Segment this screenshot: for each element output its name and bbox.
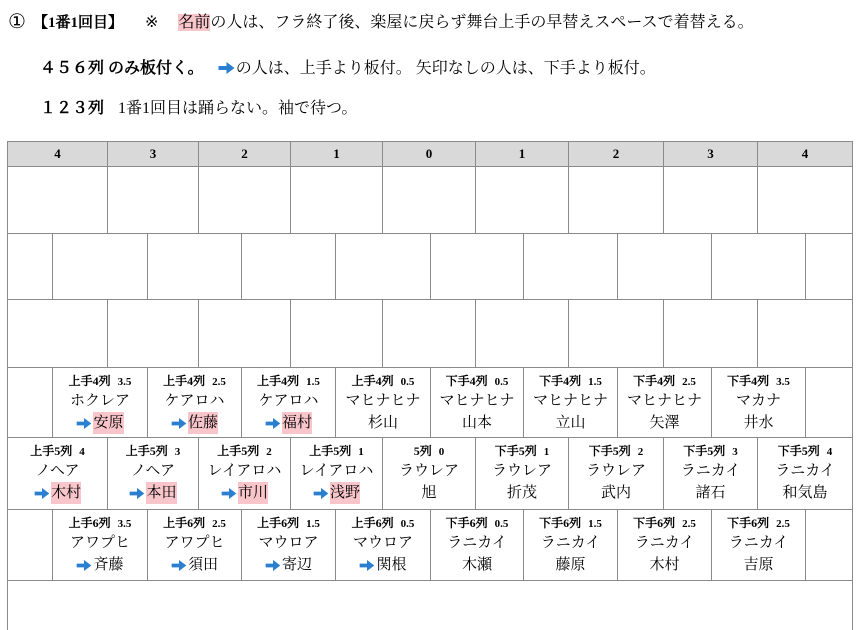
position-row [7, 509, 853, 581]
performer [265, 554, 312, 576]
performer-name: 浅野 [330, 482, 360, 504]
role-name: ノヘア [131, 463, 175, 479]
position-side-row: 下手6列 [445, 516, 488, 530]
performer-name: 折茂 [506, 485, 537, 501]
position-cell [198, 437, 291, 510]
position-cell [430, 367, 524, 438]
position-cell [711, 509, 806, 581]
empty-cell [7, 509, 53, 581]
instruction-text: 1番1回目は踊らない。袖で待つ。 [118, 100, 358, 117]
instruction-bold-text: ４５６列 のみ板付く。 [40, 60, 204, 77]
performer-name: 立山 [555, 415, 586, 431]
position-cell [52, 367, 148, 438]
empty-cell [617, 233, 712, 300]
performer [34, 482, 81, 504]
empty-cell [7, 233, 53, 300]
header-cell: 3 [107, 141, 199, 167]
role-name: ラニカイ [728, 535, 789, 551]
position-number: 2 [266, 446, 272, 458]
empty-cell [805, 367, 853, 438]
performer-name: 和気島 [782, 485, 828, 501]
empty-cell [805, 509, 853, 581]
role-name: ラニカイ [775, 463, 835, 479]
performer-name: 吉原 [743, 557, 774, 573]
empty-cell [757, 166, 853, 234]
empty-cell [335, 233, 431, 300]
position-table [7, 141, 853, 630]
position-side-row: 上手6列 [68, 516, 111, 530]
position-number: 2.5 [682, 518, 696, 530]
position-side-row: 下手4列 [727, 374, 770, 388]
arrow-icon-shape [171, 418, 187, 429]
performer [359, 554, 406, 576]
empty-cell [107, 166, 199, 234]
performer-name: 寄辺 [281, 557, 312, 573]
empty-cell [568, 299, 664, 368]
header-cell: 0 [382, 141, 476, 167]
position-number: 2.5 [682, 376, 696, 388]
position-side-row: 下手4列 [539, 374, 582, 388]
arrow-icon [76, 560, 92, 571]
position-cell [382, 437, 476, 510]
arrow-icon-shape [76, 560, 92, 571]
empty-cell [430, 233, 524, 300]
position-label [126, 443, 181, 460]
performer-name: 市川 [238, 482, 268, 504]
empty-cell [52, 233, 148, 300]
arrow-icon [171, 560, 187, 571]
position-number: 2 [637, 446, 644, 458]
arrow-icon-shape [265, 560, 281, 571]
arrow-icon [313, 488, 329, 499]
empty-cell [7, 367, 53, 438]
position-cell [617, 367, 712, 438]
header-cell: 2 [568, 141, 664, 167]
position-number: 0.5 [400, 376, 415, 388]
empty-cell [663, 166, 758, 234]
performer [221, 482, 268, 504]
empty-cell [290, 299, 383, 368]
position-cell [757, 437, 853, 510]
position-number: 1.5 [306, 518, 320, 530]
performer-name: 山本 [461, 415, 492, 431]
position-label [69, 373, 132, 390]
position-number: 3.5 [776, 376, 790, 388]
position-side-row: 上手6列 [351, 516, 394, 530]
empty-cell [198, 299, 291, 368]
position-label [217, 443, 272, 460]
position-row [7, 233, 853, 300]
position-row [7, 437, 853, 510]
position-label [257, 373, 320, 390]
position-cell [617, 509, 712, 581]
position-label [727, 373, 790, 390]
position-label [495, 443, 550, 460]
empty-cell [241, 233, 336, 300]
position-number: 1.5 [588, 376, 602, 388]
empty-cell [757, 299, 853, 368]
performer [555, 412, 585, 434]
performer-name: 木瀬 [461, 557, 492, 573]
performer-name: 木村 [649, 557, 680, 573]
arrow-icon [265, 418, 281, 429]
arrow-icon [171, 418, 187, 429]
position-label [589, 443, 644, 460]
role-name: ラニカイ [680, 463, 741, 479]
performer [265, 412, 312, 434]
position-label [352, 373, 415, 390]
performer-name: 杉山 [367, 415, 398, 431]
arrow-icon [359, 560, 375, 571]
performer [171, 412, 218, 434]
role-name: マヒナヒナ [626, 393, 702, 409]
position-row [7, 166, 853, 234]
header-cell: 4 [757, 141, 853, 167]
role-name: マカナ [735, 393, 781, 409]
role-name: ケアロハ [164, 393, 225, 409]
performer-name: 井水 [743, 415, 774, 431]
highlighted-word: 名前 [178, 14, 211, 31]
position-cell [7, 437, 108, 510]
position-cell [107, 437, 199, 510]
header-cell: 1 [290, 141, 383, 167]
position-cell [711, 367, 806, 438]
position-number: 0.5 [400, 518, 415, 530]
position-number: 1 [543, 446, 550, 458]
position-side-row: 上手5列 [309, 444, 352, 458]
header-cell: 3 [663, 141, 758, 167]
performer-name: 関根 [376, 557, 407, 573]
position-side-row: 下手5列 [777, 444, 820, 458]
header-cell: 1 [475, 141, 569, 167]
role-name: ケアロハ [258, 393, 319, 409]
position-label [727, 515, 790, 532]
performer [462, 554, 492, 576]
position-side-row: 5列 [413, 444, 432, 458]
performer-name: 旭 [421, 485, 437, 501]
position-number: 0.5 [494, 518, 509, 530]
arrow-icon-shape [221, 488, 237, 499]
position-row [7, 367, 853, 438]
instruction-line-3 [40, 97, 357, 121]
performer [743, 554, 773, 576]
performer-name: 佐藤 [188, 412, 218, 434]
performer [601, 482, 631, 504]
position-cell [568, 437, 664, 510]
empty-cell [711, 233, 806, 300]
role-name: ラウレア [398, 463, 459, 479]
position-cell [290, 437, 383, 510]
role-name: アワプヒ [69, 535, 130, 551]
role-name: マヒナヒナ [532, 393, 608, 409]
empty-cell [147, 233, 242, 300]
position-label [539, 373, 602, 390]
position-cell [241, 509, 336, 581]
position-side-row: 上手6列 [257, 516, 300, 530]
role-name: ラウレア [585, 463, 646, 479]
empty-cell [475, 166, 569, 234]
position-cell [147, 509, 242, 581]
position-cell [475, 437, 569, 510]
empty-cell [7, 166, 108, 234]
position-number: 1 [358, 446, 364, 458]
position-side-row: 上手6列 [163, 516, 206, 530]
performer [649, 554, 679, 576]
position-number: 2.5 [212, 376, 226, 388]
performer-name: 福村 [282, 412, 312, 434]
position-number: 4 [79, 446, 85, 458]
position-side-row: 下手6列 [539, 516, 582, 530]
arrow-icon [76, 418, 92, 429]
position-number: 0 [438, 446, 445, 458]
position-number: 0.5 [494, 376, 509, 388]
role-name: ラウレア [491, 463, 552, 479]
position-number: 1.5 [306, 376, 320, 388]
performer [129, 482, 176, 504]
position-side-row: 上手4列 [257, 374, 300, 388]
position-label [683, 443, 738, 460]
position-number: 3.5 [117, 376, 132, 388]
position-cell [663, 437, 758, 510]
empty-cell [568, 166, 664, 234]
performer-name: 木村 [51, 482, 81, 504]
position-label [163, 515, 226, 532]
position-side-row: 下手4列 [445, 374, 488, 388]
position-cell [147, 367, 242, 438]
position-side-row: 上手4列 [68, 374, 111, 388]
empty-cell [107, 299, 199, 368]
position-label [414, 443, 445, 460]
position-side-row: 上手5列 [217, 444, 260, 458]
instruction-text: の人は、上手より板付。 矢印なしの人は、下手より板付。 [235, 60, 656, 77]
performer-name: 本田 [146, 482, 176, 504]
position-side-row: 下手5列 [494, 444, 537, 458]
position-number: 1.5 [588, 518, 602, 530]
performer [507, 482, 537, 504]
position-label [309, 443, 364, 460]
position-number: 2.5 [212, 518, 226, 530]
note-mark: ※ [144, 14, 159, 31]
position-label [446, 373, 509, 390]
role-name: ラニカイ [634, 535, 695, 551]
performer-name: 藤原 [555, 557, 586, 573]
role-name: マヒナヒナ [345, 393, 421, 409]
performer [649, 412, 679, 434]
role-name: ラニカイ [447, 535, 507, 551]
position-label [257, 515, 320, 532]
position-side-row: 下手4列 [633, 374, 676, 388]
performer [171, 554, 218, 576]
position-label [163, 373, 226, 390]
role-name: ノヘア [35, 463, 80, 479]
role-name: マヒナヒナ [439, 393, 515, 409]
empty-cell [663, 299, 758, 368]
instruction-bold-text: １２３列 [40, 100, 105, 117]
performer [782, 482, 827, 504]
position-number: 3.5 [117, 518, 132, 530]
instruction-line-1 [8, 9, 754, 35]
role-name: マウロア [352, 535, 413, 551]
blank-row [7, 580, 853, 630]
section-title: 【1番1回目】 [32, 15, 123, 31]
empty-cell [523, 233, 618, 300]
empty-cell [382, 299, 476, 368]
arrow-icon [34, 488, 50, 499]
performer-name: 武内 [600, 485, 631, 501]
performer-name: 須田 [187, 557, 218, 573]
empty-cell [198, 166, 291, 234]
role-name: ラニカイ [540, 535, 601, 551]
arrow-icon [129, 488, 145, 499]
header-row [7, 141, 853, 167]
role-name: アワプヒ [164, 535, 225, 551]
position-side-row: 上手4列 [163, 374, 206, 388]
performer [743, 412, 773, 434]
position-side-row: 下手5列 [683, 444, 726, 458]
position-side-row: 上手5列 [125, 444, 168, 458]
position-cell [523, 367, 618, 438]
performer [368, 412, 398, 434]
arrow-icon-shape [76, 418, 92, 429]
position-cell [52, 509, 148, 581]
arrow-icon [218, 62, 235, 74]
performer [462, 412, 492, 434]
header-cell: 4 [7, 141, 108, 167]
position-cell [335, 509, 431, 581]
position-side-row: 上手4列 [351, 374, 394, 388]
header-cell: 2 [198, 141, 291, 167]
position-cell [523, 509, 618, 581]
position-cell [335, 367, 431, 438]
performer [76, 554, 123, 576]
position-label [633, 515, 696, 532]
role-name: ホクレア [69, 393, 130, 409]
position-cell [430, 509, 524, 581]
empty-cell [382, 166, 476, 234]
position-number: 4 [826, 446, 833, 458]
performer [555, 554, 585, 576]
position-side-row: 下手6列 [633, 516, 676, 530]
position-cell [241, 367, 336, 438]
empty-cell [290, 166, 383, 234]
empty-cell [805, 233, 853, 300]
instruction-text: の人は、フラ終了後、楽屋に戻らず舞台上手の早替えスペースで着替える。 [210, 14, 754, 31]
performer [421, 482, 436, 504]
role-name: マウロア [258, 535, 319, 551]
arrow-icon-shape [218, 62, 235, 74]
performer-name: 矢澤 [649, 415, 680, 431]
role-name: レイアロハ [299, 463, 374, 479]
position-number: 3 [174, 446, 181, 458]
role-name: レイアロハ [207, 463, 282, 479]
arrow-icon-shape [265, 418, 281, 429]
instruction-line-2 [40, 57, 656, 81]
section-number: ① [8, 9, 26, 33]
performer [76, 412, 123, 434]
position-label [633, 373, 696, 390]
arrow-icon-shape [313, 488, 329, 499]
performer-name: 諸石 [695, 485, 726, 501]
arrow-icon [221, 488, 237, 499]
performer-name: 斉藤 [93, 557, 124, 573]
position-label [30, 443, 85, 460]
performer-name: 安原 [93, 412, 123, 434]
position-label [446, 515, 509, 532]
performer [313, 482, 360, 504]
arrow-icon-shape [359, 560, 375, 571]
position-side-row: 上手5列 [30, 444, 73, 458]
empty-cell [475, 299, 569, 368]
position-label [778, 443, 833, 460]
arrow-icon-shape [171, 560, 187, 571]
position-label [352, 515, 415, 532]
position-label [69, 515, 132, 532]
position-number: 3 [732, 446, 738, 458]
position-number: 2.5 [776, 518, 790, 530]
empty-cell [7, 299, 108, 368]
performer [695, 482, 725, 504]
position-row [7, 299, 853, 368]
arrow-icon-shape [129, 488, 145, 499]
arrow-icon-shape [34, 488, 50, 499]
position-side-row: 下手6列 [727, 516, 770, 530]
arrow-icon [265, 560, 281, 571]
position-label [539, 515, 602, 532]
position-side-row: 下手5列 [588, 444, 631, 458]
